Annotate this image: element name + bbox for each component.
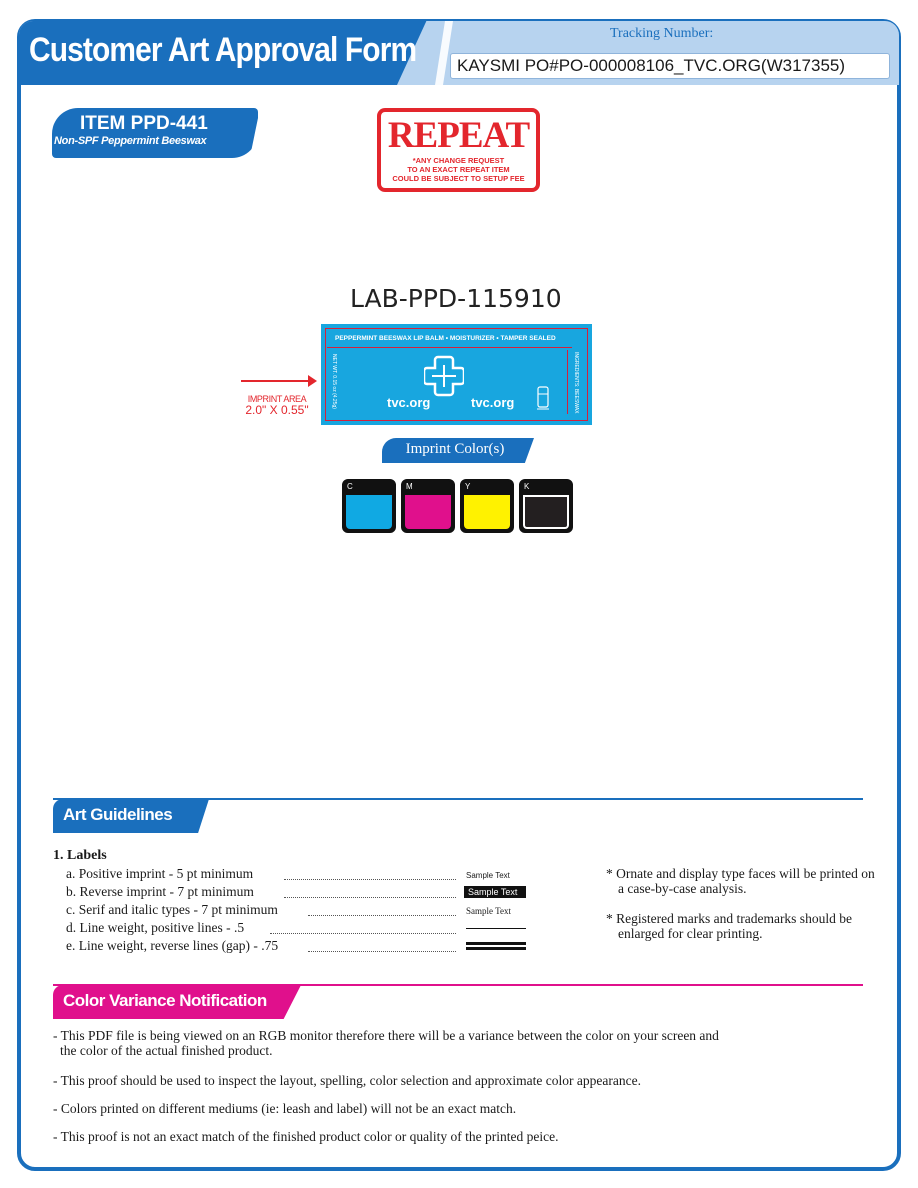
- color-variance-title: Color Variance Notification: [63, 991, 267, 1010]
- swatch-fill: [405, 495, 451, 529]
- leader-dots: [308, 951, 456, 952]
- repeat-note-line: *ANY CHANGE REQUEST: [412, 156, 505, 165]
- label-divider: [327, 347, 572, 348]
- variance-note: - Colors printed on different mediums (ie: leash and label) will not be an exact match.: [53, 1101, 517, 1116]
- guideline-note: * Ornate and display type faces will be printed on a case-by-case analysis.: [606, 866, 875, 896]
- swatch-yellow: [460, 479, 514, 533]
- label-website-right: tvc.org: [471, 395, 515, 410]
- variance-note: - This proof should be used to inspect the layout, spelling, color selection and approximate color appearance.: [53, 1073, 641, 1088]
- item-description: Non-SPF Peppermint Beeswax: [54, 135, 207, 147]
- guideline-row: a. Positive imprint - 5 pt minimum: [66, 866, 254, 881]
- cross-logo-icon: [424, 355, 464, 397]
- swatch-fill: [346, 495, 392, 529]
- guideline-row: d. Line weight, positive lines - .5: [66, 920, 245, 935]
- swatch-fill: [464, 495, 510, 529]
- form-title: Customer Art Approval Form: [29, 31, 417, 69]
- lip-balm-tube-icon: [536, 386, 550, 410]
- variance-note: - This proof is not an exact match of the finished product color or quality of the printed peice.: [53, 1129, 559, 1144]
- leader-dots: [284, 879, 456, 880]
- sample-serif: Sample Text: [466, 906, 511, 916]
- repeat-stamp: [377, 108, 540, 192]
- guideline-row: c. Serif and italic types - 7 pt minimum: [66, 902, 278, 917]
- sample-line-reverse: [466, 942, 526, 950]
- swatch-letter: Y: [465, 482, 471, 491]
- leader-dots: [284, 897, 456, 898]
- swatch-fill: [523, 495, 569, 529]
- repeat-note-line: TO AN EXACT REPEAT ITEM: [407, 165, 510, 174]
- imprint-area-size: 2.0" X 0.55": [245, 403, 309, 417]
- tracking-number-label: Tracking Number:: [610, 26, 714, 41]
- guideline-row: e. Line weight, reverse lines (gap) - .75: [66, 938, 279, 953]
- swatch-cyan: [342, 479, 396, 533]
- swatch-magenta: [401, 479, 455, 533]
- sample-positive: Sample Text: [466, 871, 510, 880]
- leader-dots: [270, 933, 456, 934]
- lab-code: LAB-PPD-115910: [350, 284, 562, 313]
- imprint-area-label: IMPRINT AREA: [247, 394, 307, 404]
- label-website-left: tvc.org: [387, 395, 431, 410]
- art-guidelines-title: Art Guidelines: [63, 805, 173, 824]
- label-top-text: PEPPERMINT BEESWAX LIP BALM • MOISTURIZER • TAMPER SEALED: [335, 335, 556, 342]
- label-side-text-right: INGREDIENTS: BEESWAX: [573, 352, 579, 414]
- swatch-letter: K: [524, 482, 530, 491]
- item-number: ITEM PPD-441: [80, 113, 208, 134]
- swatch-black: [519, 479, 573, 533]
- imprint-colors-label: Imprint Color(s): [405, 441, 505, 457]
- label-side-text-left: NET WT. 0.15 oz (4.25g): [331, 354, 337, 409]
- guideline-note: * Registered marks and trademarks should be enlarged for clear printing.: [606, 911, 852, 941]
- label-side-rule: [567, 350, 568, 414]
- sample-reverse: Sample Text: [464, 886, 526, 898]
- guideline-row: b. Reverse imprint - 7 pt minimum: [66, 884, 254, 899]
- tracking-number-field[interactable]: KAYSMI PO#PO-000008106_TVC.ORG(W317355): [450, 53, 890, 79]
- sample-line-positive: [466, 928, 526, 929]
- leader-dots: [308, 915, 456, 916]
- variance-note: - This PDF file is being viewed on an RGB monitor therefore there will be a variance between the color on your screen and the color of the actual finished product.: [53, 1028, 719, 1058]
- labels-heading: 1. Labels: [53, 848, 107, 863]
- imprint-area-arrow: [241, 380, 313, 382]
- swatch-letter: M: [406, 482, 413, 491]
- label-artwork: [321, 324, 592, 425]
- repeat-word: REPEAT: [387, 115, 530, 156]
- repeat-note-line: COULD BE SUBJECT TO SETUP FEE: [392, 174, 525, 183]
- swatch-letter: C: [347, 482, 353, 491]
